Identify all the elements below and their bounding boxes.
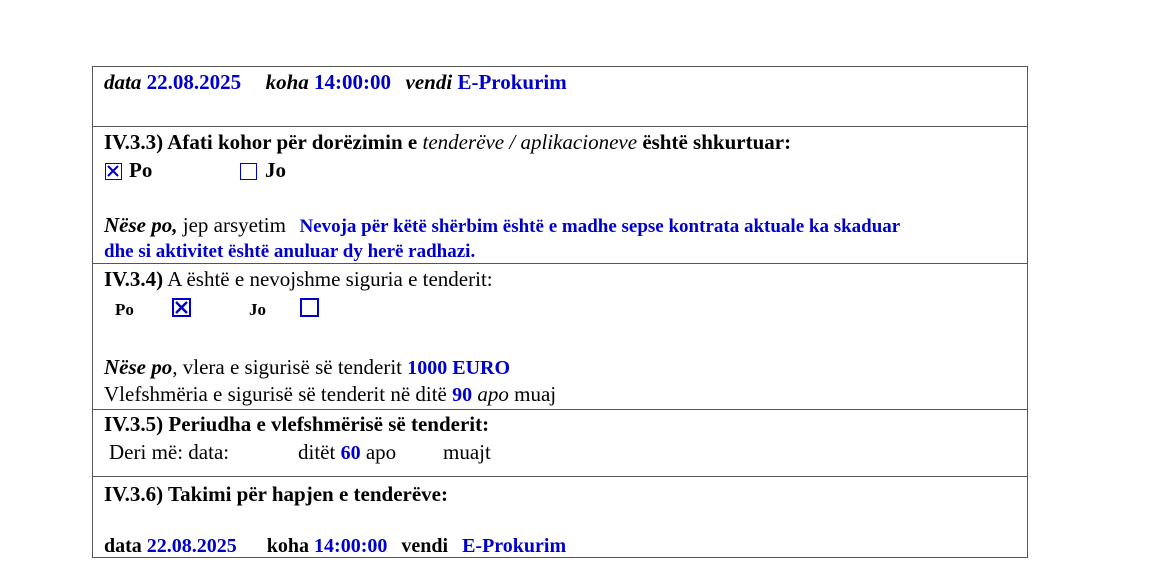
- vendi-value: E-Prokurim: [457, 70, 567, 94]
- jo-label: Jo: [265, 158, 286, 182]
- deadline-line: [104, 70, 567, 95]
- opening-vendi-value: E-Prokurim: [462, 535, 567, 557]
- validity-days: 60: [340, 442, 361, 464]
- po-checkbox[interactable]: [105, 163, 122, 180]
- section-heading-iv-3-3: IV.3.3) Afati kohor për dorëzimin e tenderëve / aplikacioneve është shkurtuar:: [104, 130, 792, 154]
- opening-data-value: 22.08.2025: [146, 535, 237, 557]
- section-heading-iv-3-5: IV.3.5) Periudha e vlefshmërisë së tenderit:: [104, 412, 490, 436]
- checked-x-icon: [174, 300, 189, 315]
- security-amount: 1000 EURO: [407, 357, 511, 379]
- jo-checkbox[interactable]: [240, 163, 257, 180]
- section-heading-iv-3-4: IV.3.4) A është e nevojshme siguria e tenderit:: [104, 267, 493, 291]
- deri-me-label: Deri më: data:: [109, 440, 230, 464]
- validity-days: 90: [452, 384, 473, 406]
- koha-label: koha: [265, 70, 309, 94]
- po-label: Po: [115, 300, 134, 319]
- row-tender-security: [93, 264, 1027, 410]
- vendi-label: vendi: [405, 70, 453, 94]
- jo-label: Jo: [249, 300, 266, 319]
- row-validity-period: [93, 410, 1027, 477]
- opening-line: data 22.08.2025 koha 14:00:00 vendi E-Prokurim: [104, 535, 567, 557]
- row-shortened-deadline: [93, 127, 1027, 264]
- reason-text-line2: dhe si aktivitet është anuluar dy herë radhazi.: [104, 241, 476, 262]
- po-checkbox[interactable]: [172, 298, 191, 317]
- tender-form-table: [92, 66, 1028, 558]
- nese-po-line: Nëse po, jep arsyetim Nevoja për këtë shërbim është e madhe sepse kontrata aktuale ka skaduar: [104, 213, 901, 237]
- opening-koha-value: 14:00:00: [314, 535, 388, 557]
- checked-x-icon: [106, 164, 120, 178]
- reason-text-line1: Nevoja për këtë shërbim është e madhe sepse kontrata aktuale ka skaduar: [299, 216, 901, 237]
- ditet-line: ditët 60 apo: [298, 440, 397, 464]
- security-value-line: Nëse po, vlera e sigurisë së tenderit 1000 EURO: [104, 355, 511, 379]
- muajt-label: muajt: [443, 440, 491, 464]
- row-opening-meeting: [93, 477, 1027, 559]
- row-deadline: [93, 67, 1027, 127]
- po-label: Po: [129, 158, 153, 182]
- data-label: data: [104, 70, 142, 94]
- jo-checkbox[interactable]: [300, 298, 319, 317]
- section-heading-iv-3-6: IV.3.6) Takimi për hapjen e tenderëve:: [104, 482, 448, 506]
- data-value: 22.08.2025: [146, 70, 242, 94]
- koha-value: 14:00:00: [314, 70, 392, 94]
- security-validity-line: Vlefshmëria e sigurisë së tenderit në ditë 90 apo muaj: [104, 382, 557, 406]
